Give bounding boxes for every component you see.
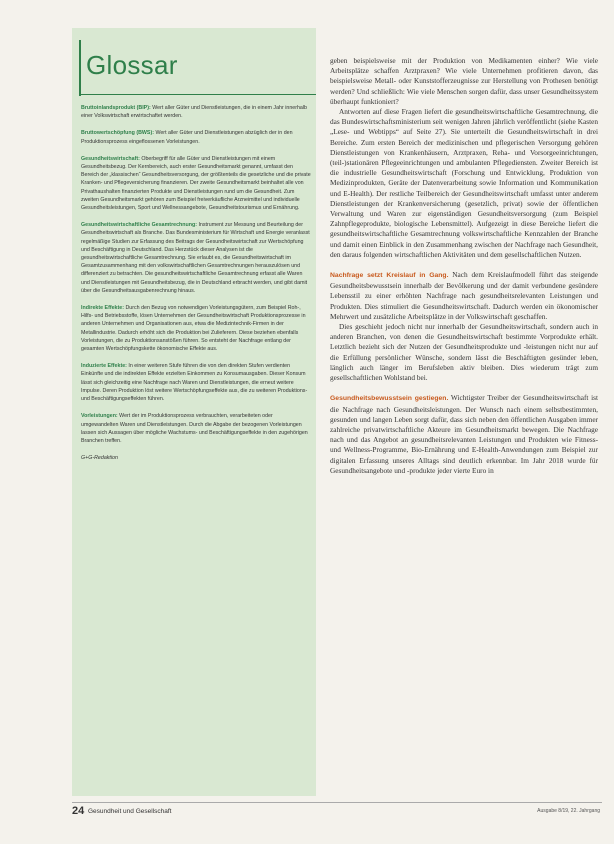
glossary-definition: Wert aller Güter und Dienstleistungen, die in einem Jahr innerhalb einer Volkswirtschaft erwirtschaftet werden. — [81, 105, 307, 120]
glossary-term: Induzierte Effekte: — [81, 363, 127, 370]
glossary-entry — [81, 104, 311, 120]
glossary-definition: Oberbegriff für alle Güter und Dienstleistungen mit einem Gesundheitsbezug. Der Kernbereich, auch erster Gesundheitsmarkt genannt, umfasst den Bereich der „klassischen“ Gesundheitsversorgung, der größtenteils die gesetzliche und die private Kranken- und Pflegeversicherung finanzieren. Der zweite Gesundheitsmarkt beinhaltet alle von Privathaushalten finanzierten Produkte und Dienstleistungen rund um die Gesundheit. Zum zweiten Gesundheitsmarkt gehören zum Beispiel freiverkäufliche Arzneimittel und individuelle Gesundheitsleistungen, Sport und Wellnessangebote, Gesundheitstourismus und Ernährung. — [81, 155, 311, 212]
glossary-definition: Durch den Bezug von notwendigen Vorleistungsgütern, zum Beispiel Roh-, Hilfs- und Betriebsstoffe, lösen Unternehmen der Gesundheitswirtschaft Produktionsprozesse in anderen Unternehmen und Organisationen aus, etwa die Medizintechnik-Firmen in der Metallindustrie. Dadurch erhöht sich die Produktion bei Zulieferern. Diese beziehen ebenfalls Vorleistungen, die zu Produktionsanstößen führen. So entsteht der Nachfrage entlang der gesamten Wertschöpfungskette ökonomische Effekte aus. — [81, 305, 306, 353]
article-paragraph-text: Nach dem Kreislaufmodell führt das steigende Gesundheitsbewusstsein innerhalb der Bevölkerung und der damit verbundene gesündere Lebensstil zu einer erhöhten Nachfrage nach gesundheitsrelevanten Leistungen und Produkten. Dies stimuliert die Gesundheitswirtschaft. Dadurch werden ein ökonomischer Mehrwert und zusätzliche Arbeitsplätze in der Volkswirtschaft geschaffen. — [330, 270, 598, 321]
article-paragraph: geben beispielsweise mit der Produktion von Medikamenten einher? Wie viele Arbeitsplätze schaffen Arztpraxen? Wie viele Unternehmen profitieren davon, das beispielsweise Metall- oder Kunststofferzeugnisse zur Herstellung von Prothesen benötigt werden? Und schließlich: Wie viele Menschen sorgen dafür, dass unser Gesundheitssystem überhaupt funktioniert? — [330, 56, 598, 106]
issue-info: Ausgabe 8/19, 22. Jahrgang — [537, 808, 600, 814]
glossary-signature: G+G-Redaktion — [81, 455, 118, 462]
glossary-definition: Wert aller Güter und Dienstleistungen abzüglich der in den Produktionsprozess eingeflossenen Vorleistungen. — [81, 130, 293, 145]
article-body — [330, 56, 598, 476]
page-number: 24 — [72, 805, 85, 817]
glossary-title: Glossar — [86, 50, 178, 80]
article-paragraph — [330, 393, 598, 476]
glossary-term: Gesundheitswirtschaft: — [81, 155, 140, 162]
glossary-list — [81, 104, 311, 471]
glossary-definition: In einer weiteren Stufe führen die von den direkten Stufen verdienten Einkünfte und die indirekten Effekte erzielten Einkommen zu Konsumausgaben. Dieser Konsum lässt sich gleichzeitig eine Nachfrage nach Waren und Dienstleistungen, die erneut weitere Impulse. Deren Produktion löst weitere Wertschöpfungseffekte aus, die zu weiteren Produktions- und Beschäftigungseffekten führen. — [81, 363, 308, 403]
title-rule-vertical — [79, 40, 81, 96]
article-paragraph — [330, 270, 598, 322]
article-paragraph-text: Wichtigster Treiber der Gesundheitswirtschaft ist die Nachfrage nach Gesundheitsleistungen. Der Wunsch nach einem selbstbestimmten, gesunden und langen Leben sorgt dafür, dass sich neben den öffentlichen Ausgaben immer zahlreiche privatwirtschaftliche Akteure im Gesundheitsmarkt bewegen. Die Nachfrage nach und das Angebot an gesundheitsrelevanten Leistungen und Produkten wie Fitness- und Wellness-Programme, Bio-Ernährung und E-Health-Anwendungen zum Beispiel zur digitalen Erfassung unseres Alltags sind deutlich erkennbar. Im Jahr 2018 wurde für Gesundheitsangebote und -produkte jeder vierte Euro in — [330, 393, 599, 475]
glossary-definition: Wert der im Produktionsprozess verbrauchten, verarbeiteten oder umgewandelten Waren und Dienstleistungen. Durch die Abgabe der bezogenen Vorleistungen lassen sich Aussagen über mögliche Wachstums- und Beschäftigungseffekte in den zugehörigen Branchen treffen. — [81, 413, 308, 444]
section-heading: Nachfrage setzt Kreislauf in Gang. — [330, 272, 449, 280]
glossary-term: Indirekte Effekte: — [81, 305, 124, 312]
glossary-term: Bruttowertschöpfung (BWS): — [81, 130, 154, 137]
title-rule-horizontal — [79, 94, 316, 95]
glossary-entry — [81, 362, 311, 403]
footer-rule — [72, 802, 602, 803]
glossary-term: Gesundheitswirtschaftliche Gesamtrechnung: — [81, 222, 197, 229]
publication-name: Gesundheit und Gesellschaft — [88, 808, 172, 815]
section-heading: Gesundheitsbewusstsein gestiegen. — [330, 395, 449, 403]
article-paragraph: Dies geschieht jedoch nicht nur innerhalb der Gesundheitswirtschaft, sondern auch in anderen Branchen, von denen die Gesundheitswirtschaft bestimmte Vorprodukte erhält. Letztlich bezieht sich der Nutzen der Gesundheitsprodukte und -leistungen nicht nur auf die Erfüllung persönlicher Wünsche, sondern lässt die Beschäftigten gesünder leben, länglich auch länger im Berufsleben aktiv bleiben. Dies wiederum trägt zum gesellschaftlichen Wohlstand bei. — [330, 322, 598, 383]
glossary-term: Vorleistungen: — [81, 413, 118, 420]
glossary-term: Bruttoinlandsprodukt (BIP): — [81, 105, 151, 111]
page-footer — [72, 805, 602, 819]
glossary-entry — [81, 221, 311, 295]
glossary-entry — [81, 129, 311, 145]
article-paragraph: Antworten auf diese Fragen liefert die gesundheitswirtschaftliche Gesamtrechnung, die das Bundeswirtschaftsministerium seit wenigen Jahren jährlich veröffentlicht (siehe Kasten „Lese- und Webtipps“ auf Seite 27). Sie unterteilt die Gesundheitswirtschaft in drei Bereiche. Zum ersten Bereich der medizinischen und pflegerischen Versorgung gehören Dienstleistungen von Krankenhäusern, Arztpraxen, Reha- und Vorsorgeeinrichtungen, (teil-)stationären Pflegeeinrichtungen und ambulanten Pflegediensten. Zweiter Bereich ist die industrielle Gesundheitswirtschaft (Forschung und Entwicklung, Produktion von Medizinprodukten, Geräte der Datenverarbeitung sowie Information und Kommunikation und E-Health). Der restliche Teilbereich der Gesundheitswirtschaft umfasst unter anderem Dienstleistungen der Krankenversicherung (gesetzlich, privat) sowie der öffentlichen Verwaltung und Waren zur eigenständigen Gesundheitsversorgung (zum Beispiel Zahnpflegeprodukte, biologische Lebensmittel). Aufgezeigt in diese Bereiche liefert die gesundheitswirtschaftliche Gesamtrechnung volkswirtschaftliche Kennzahlen der Branche und damit einen Einblick in den Zusammenhang zwischen der Nachfrage nach Gesundheit, den daraus folgenden wirtschaftlichen Aktivitäten und dem gesellschaftlichen Nutzen. — [330, 107, 598, 259]
glossary-entry — [81, 304, 311, 353]
glossary-entry — [81, 412, 311, 445]
glossary-entry — [81, 155, 311, 212]
glossary-definition: Instrument zur Messung und Beurteilung der Gesundheitswirtschaft als Branche. Das Bundesministerium für Wirtschaft und Energie veranlasst regelmäßige Studien zur Erfassung des Beitrags der Gesundheitswirtschaft zur Wertschöpfung und Beschäftigung in Deutschland. Das Herzstück dieser Analysen ist die gesundheitswirtschaftliche Gesamtrechnung. Sie erlaubt es, die Gesundheitswirtschaft im Gesamtzusammenhang mit den volkswirtschaftlichen Gesamtrechnungen herauszulösen und differenziert zu betrachten. Die gesundheitswirtschaftliche Gesamtrechnung erfasst alle Waren und Dienstleistungen mit Gesundheitsbezug, die in Deutschland erbracht werden, und gibt damit über die Gesundheitsausgabenrechnung hinaus. — [81, 222, 310, 294]
